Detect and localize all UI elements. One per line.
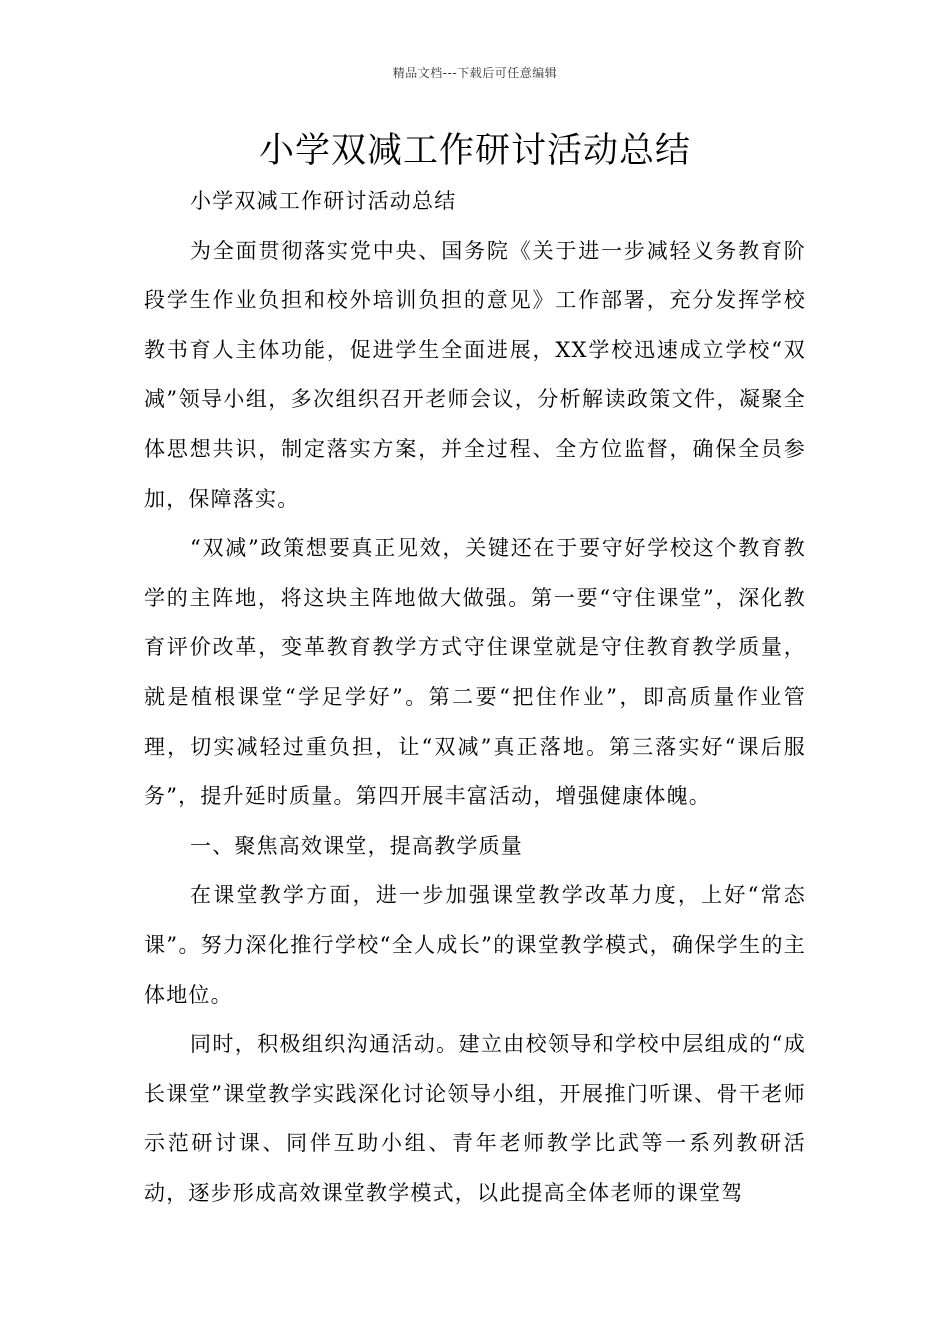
header-note: 精品文档---下载后可任意编辑 [392,66,558,80]
document-title: 小学双减工作研讨活动总结 [258,131,691,171]
body-paragraph: 为全面贯彻落实党中央、国务院《关于进一步减轻义务教育阶段学生作业负担和校外培训负担的意见》工作部署，充分发挥学校教书育人主体功能，促进学生全面进展，XX学校迅速成立学校“双减”领导小组，多次组织召开老师会议，分析解读政策文件，凝聚全体思想共识，制定落实方案，并全过程、全方位监督，确保全员参加，保障落实。 [144,238,806,511]
subtitle-paragraph: 小学双减工作研讨活动总结 [190,189,457,213]
body-paragraph: 在课堂教学方面，进一步加强课堂教学改革力度，上好“常态课”。努力深化推行学校“全人成长”的课堂教学模式，确保学生的主体地位。 [144,883,806,1007]
document-body [144,177,806,1218]
body-paragraph: “双减”政策想要真正见效，关键还在于要守好学校这个教育教学的主阵地，将这块主阵地做大做强。第一要“守住课堂”，深化教育评价改革，变革教育教学方式守住课堂就是守住教育教学质量，就是植根课堂“学足学好”。第二要“把住作业”，即高质量作业管理，切实减轻过重负担，让“双减”真正落地。第三落实好“课后服务”，提升延时质量。第四开展丰富活动，增强健康体魄。 [144,536,806,809]
section-heading: 一、聚焦高效课堂，提高教学质量 [190,833,523,858]
body-paragraph: 同时，积极组织沟通活动。建立由校领导和学校中层组成的“成长课堂”课堂教学实践深化讨论领导小组，开展推门听课、骨干老师示范研讨课、同伴互助小组、青年老师教学比武等一系列教研活动，逐步形成高效课堂教学模式，以此提高全体老师的课堂驾 [144,1032,806,1205]
